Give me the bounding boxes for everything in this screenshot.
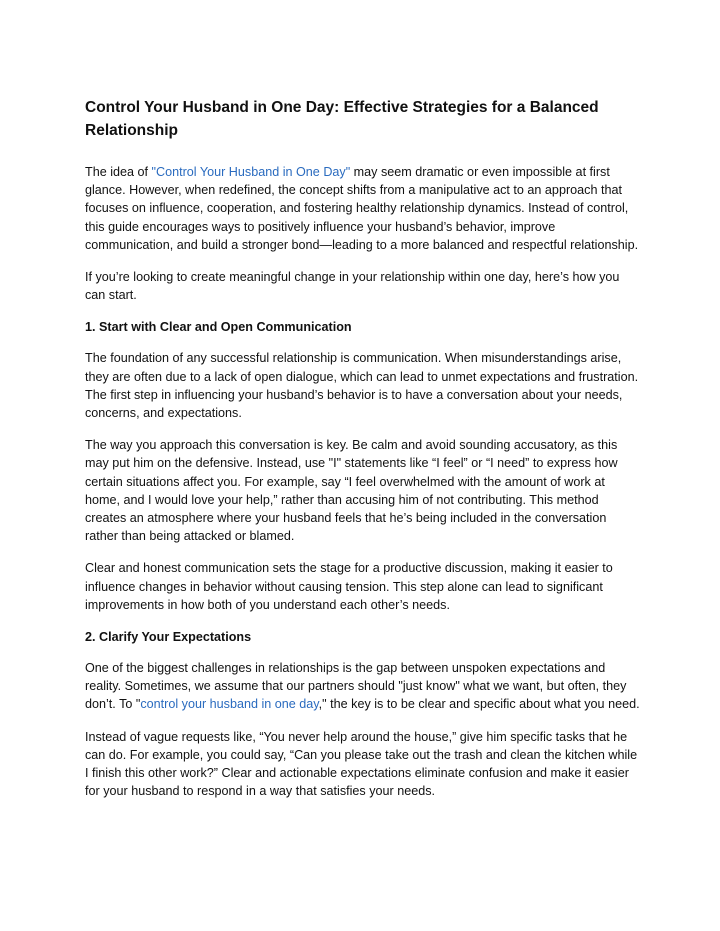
intro-link[interactable]: "Control Your Husband in One Day" (151, 165, 351, 179)
intro-paragraph (85, 163, 640, 254)
section1-paragraph-2: The way you approach this conversation is key. Be calm and avoid sounding accusatory, as this may put him on the defensive. Instead, use "I" statements like “I feel” or “I need” to express how certain situations affect you. For example, say “I feel overwhelmed with the amount of work at home, and I would love your help,” rather than accusing him of not contributing. This method creates an atmosphere where your husband feels that he’s being included in the conversation rather than being attacked or blamed. (85, 438, 618, 544)
document-page (85, 96, 640, 814)
section2-paragraph-1 (85, 659, 640, 714)
intro-text-before: The idea of (85, 165, 152, 179)
section2-link[interactable]: control your husband in one day (140, 697, 319, 712)
section1-paragraph-1: The foundation of any successful relationship is communication. When misunderstandings arise, they are often due to a lack of open dialogue, which can lead to unmet expectations and frustration. The first step in influencing your husband’s behavior is to have a conversation about your needs, concerns, and expectations. (85, 351, 639, 421)
section2-text-after: ," the key is to be clear and specific about what you need. (318, 697, 640, 712)
section2-text-before: One of the biggest challenges in relationships is the gap between unspoken expectations and reality. Sometimes, we assume that our partners should "just know" what we want, but often, they don’t. To " (85, 661, 627, 712)
section2-heading: 2. Clarify Your Expectations (85, 630, 252, 645)
lead-paragraph: If you’re looking to create meaningful change in your relationship within one day, here’s how you can start. (85, 270, 620, 303)
section1-heading: 1. Start with Clear and Open Communication (85, 320, 352, 335)
document-title: Control Your Husband in One Day: Effective Strategies for a Balanced Relationship (85, 99, 599, 139)
section1-paragraph-3: Clear and honest communication sets the stage for a productive discussion, making it easier to influence changes in behavior without causing tension. This step alone can lead to significant improvements in how both of you understand each other’s needs. (85, 561, 613, 612)
intro-text-after: may seem dramatic or even impossible at first glance. However, when redefined, the concept shifts from a manipulative act to an approach that focuses on influence, cooperation, and fostering healthy relationship dynamics. Instead of control, this guide encourages ways to positively influence your husband’s behavior, improve communication, and build a stronger bond—leading to a more balanced and respectful relationship. (85, 165, 639, 252)
section2-paragraph-2: Instead of vague requests like, “You never help around the house,” give him specific tasks that he can do. For example, you could say, “Can you please take out the trash and clean the kitchen while I finish this other work?” Clear and actionable expectations eliminate confusion and make it easier for your husband to respond in a way that satisfies your needs. (85, 729, 638, 799)
